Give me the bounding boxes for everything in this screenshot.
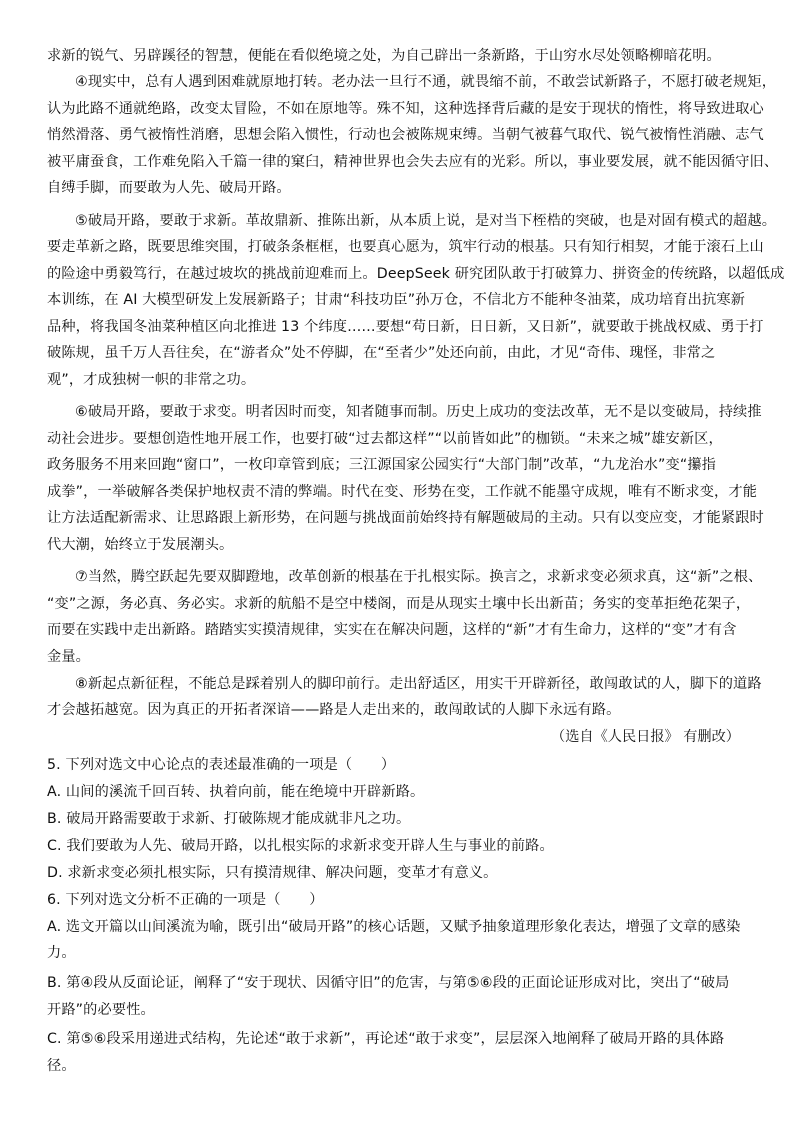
question-6-option-b: B. 第④段从反面论证，阐释了“安于现状、因循守旧”的危害，与第⑤⑥段的正面论证形成对比，突出了“破局 bbox=[47, 975, 730, 991]
paragraph-6-line: 让方法适配新需求、让思路跟上新形势，在问题与挑战面前始终持有解题破局的主动。只有以变应变，才能紧跟时 bbox=[47, 510, 764, 526]
question-6-option-c: C. 第⑤⑥段采用递进式结构，先论述“敢于求新”，再论述“敢于求变”，层层深入地阐释了破局开路的具体路 bbox=[47, 1031, 725, 1047]
paragraph-8-line: ⑧新起点新征程，不能总是踩着别人的脚印前行。走出舒适区，用实干开辟新径，敢闯敢试的人，脚下的道路 bbox=[75, 676, 762, 692]
paragraph-5-line: 本训练，在 AI 大模型研发上发展新路子；甘肃“科技功臣”孙万仓，不信北方不能种冬油菜，成功培育出抗寒新 bbox=[47, 292, 746, 308]
paragraph-6-line: 动社会进步。要想创造性地开展工作，也要打破“过去都这样”“以前皆如此”的枷锁。“未来之城”雄安新区， bbox=[47, 431, 723, 447]
paragraph-8-line: 才会越拓越宽。因为真正的开拓者深谙——路是人走出来的，敢闯敢试的人脚下永远有路。 bbox=[47, 702, 621, 718]
paragraph-line: 求新的锐气、另辟蹊径的智慧，便能在看似绝境之处，为自己辟出一条新路，于山穷水尽处领略柳暗花明。 bbox=[47, 48, 721, 64]
question-6-option-b-cont: 开路”的必要性。 bbox=[47, 1002, 155, 1018]
paragraph-5-line: 破陈规，虽千万人吾往矣，在“游者众”处不停脚，在“至者少”处还向前，由此，才见“奇伟、瑰怪，非常之 bbox=[47, 345, 716, 361]
paragraph-4-line: 悄然滑落、勇气被惰性消磨，思想会陷入惯性，行动也会被陈规束缚。当朝气被暮气取代、锐气被惰性消融、志气 bbox=[47, 127, 764, 143]
question-5-option-d: D. 求新求变必须扎根实际，只有摸清规律、解决问题，变革才有意义。 bbox=[47, 865, 498, 881]
paragraph-4-line: 认为此路不通就绝路，改变太冒险，不如在原地等。殊不知，这种选择背后藏的是安于现状的惰性，将导致进取心 bbox=[47, 101, 764, 117]
paragraph-5-line: 品种，将我国冬油菜种植区向北推进 13 个纬度……要想“苟日新，日日新，又日新”，就要敢于挑战权威、勇于打 bbox=[47, 319, 764, 335]
paragraph-5-line: 观”，才成独树一帜的非常之功。 bbox=[47, 372, 256, 388]
paragraph-6-line: 成拳”，一举破解各类保护地权责不清的弊端。时代在变、形势在变，工作就不能墨守成规，唯有不断求变，才能 bbox=[47, 484, 758, 500]
paragraph-7-line: “变”之源，务必真、务必实。求新的航船不是空中楼阁，而是从现实土壤中长出新苗；务实的变革拒绝花架子， bbox=[47, 596, 751, 612]
question-6-stem: 6. 下列对选文分析不正确的一项是（ ） bbox=[47, 892, 324, 908]
paragraph-5-line: ⑤破局开路，要敢于求新。革故鼎新、推陈出新，从本质上说，是对当下桎梏的突破，也是对固有模式的超越。 bbox=[75, 213, 777, 229]
paragraph-4-line: ④现实中，总有人遇到困难就原地打转。老办法一旦行不通，就畏缩不前，不敢尝试新路子，不愿打破老规矩， bbox=[75, 74, 777, 90]
paragraph-7-line: 而要在实践中走出新路。踏踏实实摸清规律，实实在在解决问题，这样的“新”才有生命力，这样的“变”才有含 bbox=[47, 622, 737, 638]
paragraph-4-line: 自缚手脚，而要敢为人先、破局开路。 bbox=[47, 180, 291, 196]
question-5-option-c: C. 我们要敢为人先、破局开路，以扎根实际的求新求变开辟人生与事业的前路。 bbox=[47, 838, 554, 854]
question-6-option-c-cont: 径。 bbox=[47, 1058, 76, 1074]
question-5-option-b: B. 破局开路需要敢于求新、打破陈规才能成就非凡之功。 bbox=[47, 811, 411, 827]
question-6-option-a-cont: 力。 bbox=[47, 945, 76, 961]
paragraph-7-line: 金量。 bbox=[47, 649, 91, 665]
paragraph-6-line: 政务服务不用来回跑“窗口”，一枚印章管到底；三江源国家公园实行“大部门制”改革，“九龙治水”变“攥指 bbox=[47, 457, 717, 473]
paragraph-5-line: 要走革新之路，既要思维突围，打破条条框框，也要真心愿为，筑牢行动的根基。只有知行相契，才能于滚石上山 bbox=[47, 239, 764, 255]
paragraph-7-line: ⑦当然，腾空跃起先要双脚蹬地，改革创新的根基在于扎根实际。换言之，求新求变必须求真，这“新”之根、 bbox=[75, 569, 763, 585]
question-5-stem: 5. 下列对选文中心论点的表述最准确的一项是（ ） bbox=[47, 757, 396, 773]
question-6-option-a: A. 选文开篇以山间溪流为喻，既引出“破局开路”的核心话题，又赋予抽象道理形象化表达，增强了文章的感染 bbox=[47, 919, 741, 935]
paragraph-6-line: 代大潮，始终立于发展潮头。 bbox=[47, 537, 234, 553]
paragraph-5-line: 的险途中勇毅笃行，在越过坡坎的挑战前迎难而上。DeepSeek 研究团队敢于打破算力、拼资金的传统路，以超低成 bbox=[47, 266, 785, 282]
paragraph-4-line: 被平庸蚕食，工作难免陷入千篇一律的窠臼，精神世界也会失去应有的光彩。所以，事业要发展，就不能因循守旧、 bbox=[47, 154, 779, 170]
paragraph-6-line: ⑥破局开路，要敢于求变。明者因时而变，知者随事而制。历史上成功的变法改革，无不是以变破局，持续推 bbox=[75, 404, 762, 420]
question-5-option-a: A. 山间的溪流千回百转、执着向前，能在绝境中开辟新路。 bbox=[47, 784, 425, 800]
source-citation: （选自《人民日报》 有删改） bbox=[551, 729, 740, 745]
